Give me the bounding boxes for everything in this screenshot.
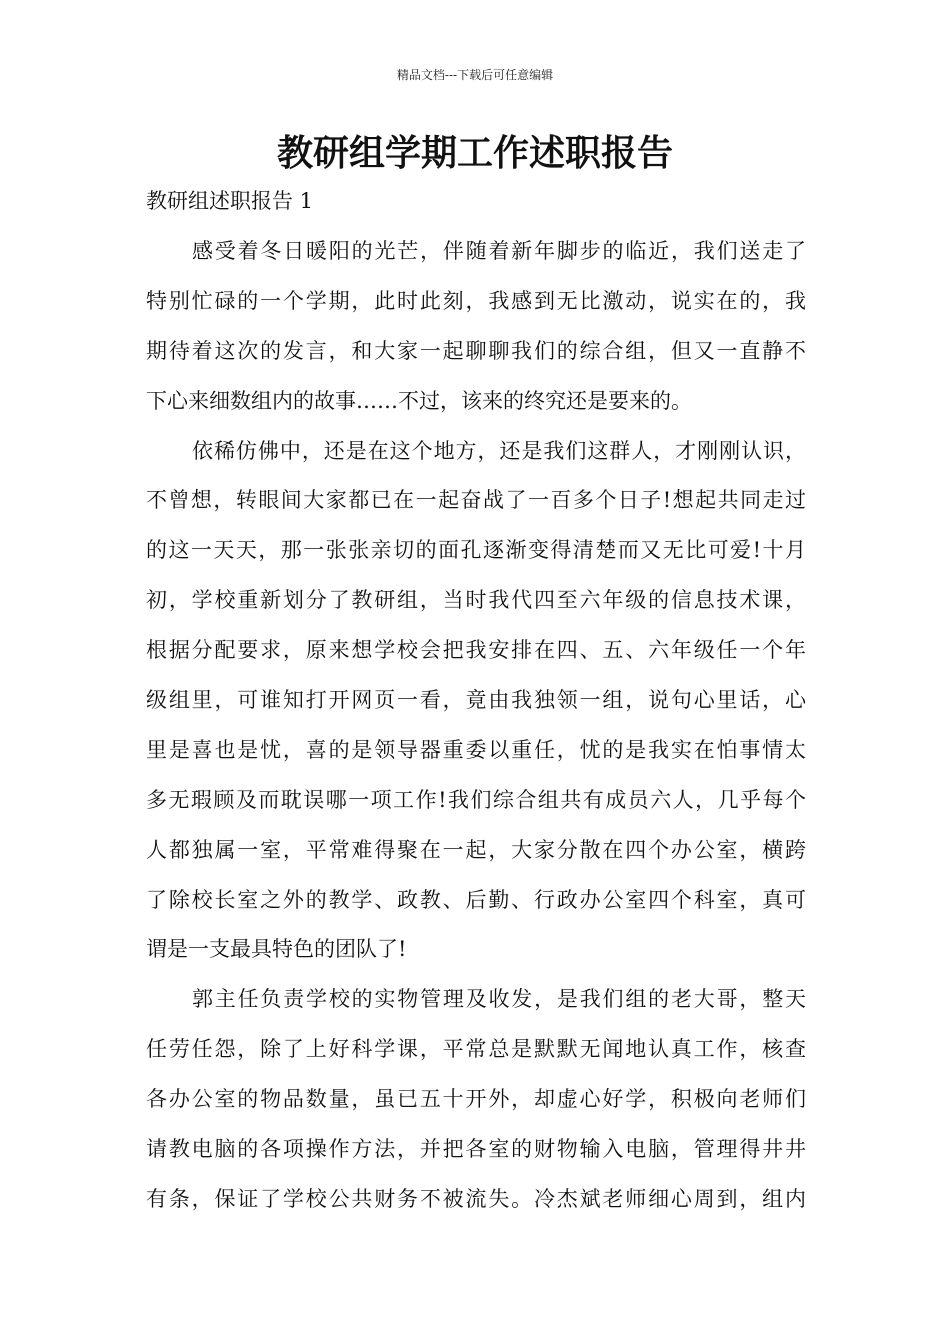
text-line: 级组里，可谁知打开网页一看，竟由我独领一组，说句心里话，心 (146, 688, 806, 713)
section-subtitle: 教研组述职报告 1 (146, 189, 314, 213)
text-line: 特别忙碌的一个学期，此时此刻，我感到无比激动，说实在的，我 (146, 288, 806, 313)
text-line: 里是喜也是忧，喜的是领导器重委以重任，忧的是我实在怕事情太 (146, 737, 806, 762)
text-line: 各办公室的物品数量，虽已五十开外，却虚心好学，积极向老师们 (146, 1087, 806, 1112)
text-line: 有条，保证了学校公共财务不被流失。冷杰斌老师细心周到，组内 (146, 1186, 806, 1211)
text-line: 期待着这次的发言，和大家一起聊聊我们的综合组，但又一直静不 (146, 338, 806, 363)
text-line: 初，学校重新划分了教研组，当时我代四至六年级的信息技术课， (146, 588, 806, 613)
document-title: 教研组学期工作述职报告 (276, 132, 673, 174)
text-line: 根据分配要求，原来想学校会把我安排在四、五、六年级任一个年 (146, 638, 806, 663)
text-line: 人都独属一室，平常难得聚在一起，大家分散在四个办公室，横跨 (146, 837, 806, 862)
header-note: 精品文档---下载后可任意编辑 (396, 68, 554, 82)
text-line: 依稀仿佛中，还是在这个地方，还是我们这群人，才刚刚认识， (192, 438, 806, 463)
body-text (146, 227, 806, 1225)
text-line: 感受着冬日暖阳的光芒，伴随着新年脚步的临近，我们送走了 (192, 239, 806, 263)
text-line: 了除校长室之外的教学、政教、后勤、行政办公室四个科室，真可 (146, 887, 806, 912)
text-line: 郭主任负责学校的实物管理及收发，是我们组的老大哥，整天 (192, 987, 806, 1012)
text-line: 任劳任怨，除了上好科学课，平常总是默默无闻地认真工作，核查 (146, 1037, 806, 1062)
text-line: 谓是一支最具特色的团队了! (146, 937, 407, 962)
text-line: 不曾想，转眼间大家都已在一起奋战了一百多个日子!想起共同走过 (146, 488, 806, 513)
text-line: 下心来细数组内的故事……不过，该来的终究还是要来的。 (146, 388, 692, 413)
text-line: 请教电脑的各项操作方法，并把各室的财物输入电脑，管理得井井 (146, 1137, 806, 1162)
text-line: 多无瑕顾及而耽误哪一项工作!我们综合组共有成员六人，几乎每个 (146, 787, 806, 812)
text-line: 的这一天天，那一张张亲切的面孔逐渐变得清楚而又无比可爱!十月 (146, 538, 806, 563)
